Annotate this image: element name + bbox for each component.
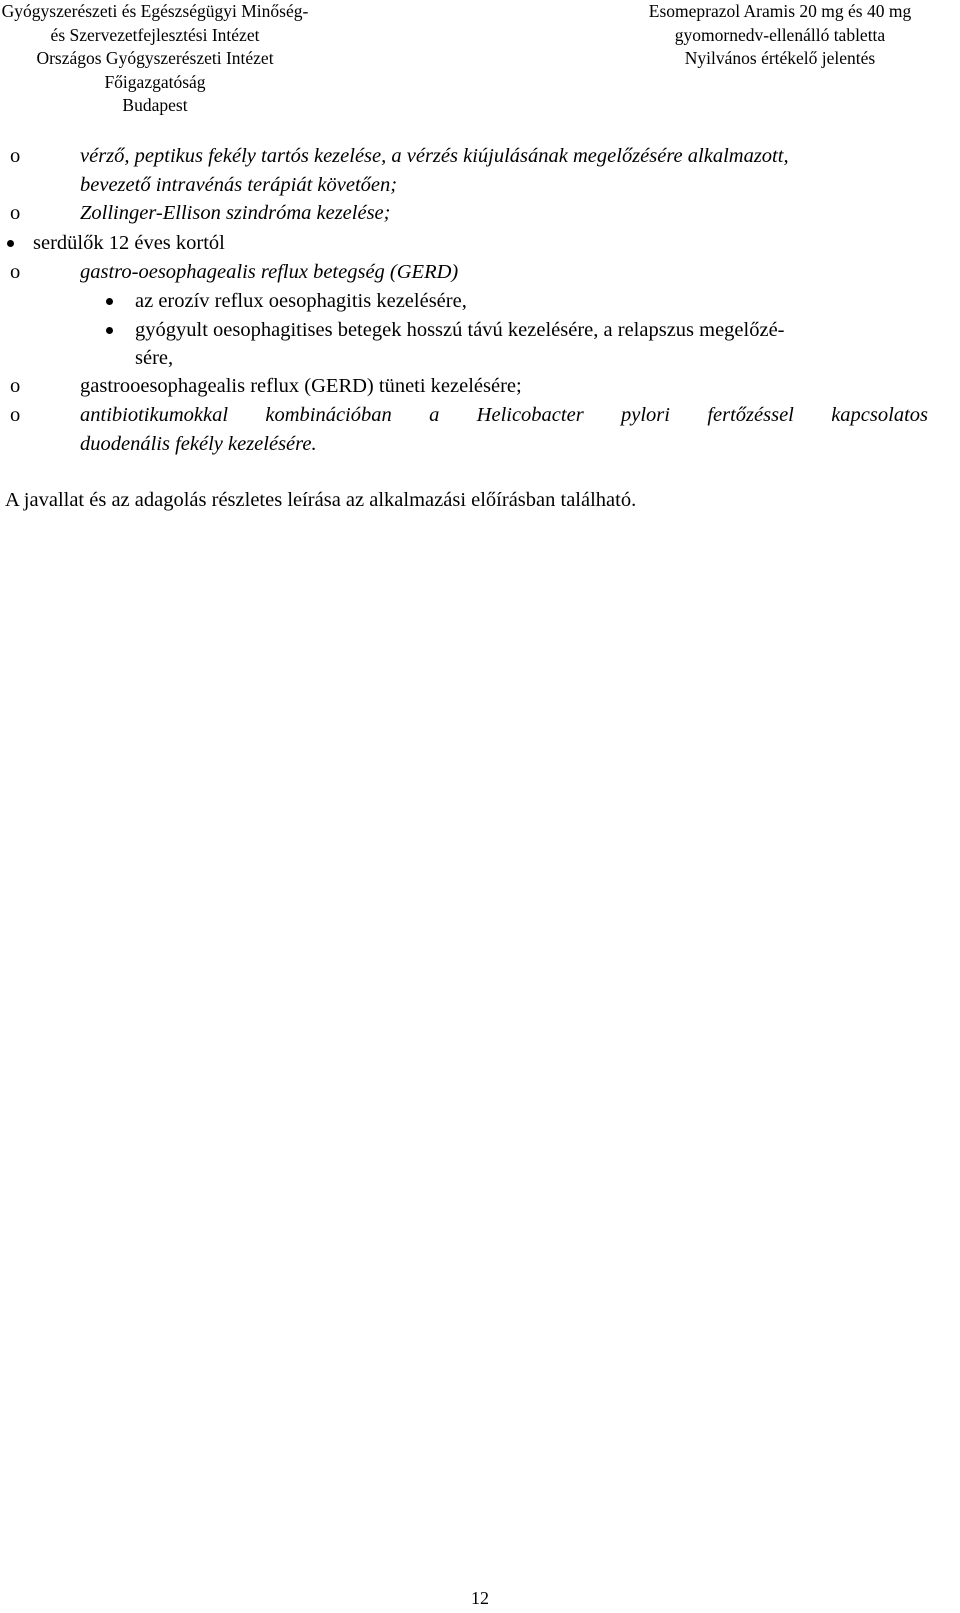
page-number: 12 bbox=[471, 1588, 489, 1608]
list-item-text: duodenális fekély kezelésére. bbox=[80, 433, 317, 455]
list-item-text: serdülők 12 éves kortól bbox=[33, 232, 225, 254]
header-right-line: Esomeprazol Aramis 20 mg és 40 mg bbox=[648, 1, 912, 21]
bullet-dot bbox=[7, 240, 14, 247]
list-marker-o: o bbox=[10, 202, 21, 224]
list-item-text: sére, bbox=[135, 347, 174, 369]
list-item-text: Zollinger-Ellison szindróma kezelése; bbox=[80, 202, 391, 224]
bullet-dot bbox=[106, 327, 113, 334]
list-marker-o: o bbox=[10, 404, 21, 426]
list-item-text: gastrooesophagealis reflux (GERD) tüneti kezelésére; bbox=[80, 375, 522, 397]
header-right-line: Nyilvános értékelő jelentés bbox=[684, 48, 876, 69]
list-item-text: gastro-oesophagealis reflux betegség (GERD) bbox=[80, 261, 459, 283]
header-left bbox=[0, 0, 310, 118]
list-item-text: vérző, peptikus fekély tartós kezelése, a vérzés kiújulásának megelőzésére alkalmazott, bbox=[80, 145, 789, 167]
list-item-text: az erozív reflux oesophagitis kezelésére, bbox=[135, 290, 467, 312]
header-left-line: és Szervezetfejlesztési Intézet bbox=[50, 24, 260, 45]
list-marker-o: o bbox=[10, 375, 21, 397]
list-item-text: gyógyult oesophagitises betegek hosszú távú kezelésére, a relapszus megelőzé- bbox=[135, 319, 785, 341]
header-right bbox=[622, 0, 938, 71]
list-marker-o: o bbox=[10, 145, 21, 167]
header-left-line: Főigazgatóság bbox=[104, 71, 206, 92]
header-left-line: Országos Gyógyszerészeti Intézet bbox=[36, 48, 274, 69]
header-left-line: Budapest bbox=[122, 95, 188, 116]
list-marker-o: o bbox=[10, 261, 21, 283]
paragraph: A javallat és az adagolás részletes leírása az alkalmazási előírásban található. bbox=[5, 489, 637, 511]
list-item-text: bevezető intravénás terápiát követően; bbox=[80, 174, 398, 196]
list-item-text: antibiotikumokkal kombinációban a Helicobacter pylori fertőzéssel kapcsolatos bbox=[80, 404, 928, 426]
bullet-dot bbox=[106, 298, 113, 305]
header-left-line: Gyógyszerészeti és Egészségügyi Minőség- bbox=[1, 1, 309, 21]
header-right-line: gyomornedv-ellenálló tabletta bbox=[674, 24, 886, 45]
